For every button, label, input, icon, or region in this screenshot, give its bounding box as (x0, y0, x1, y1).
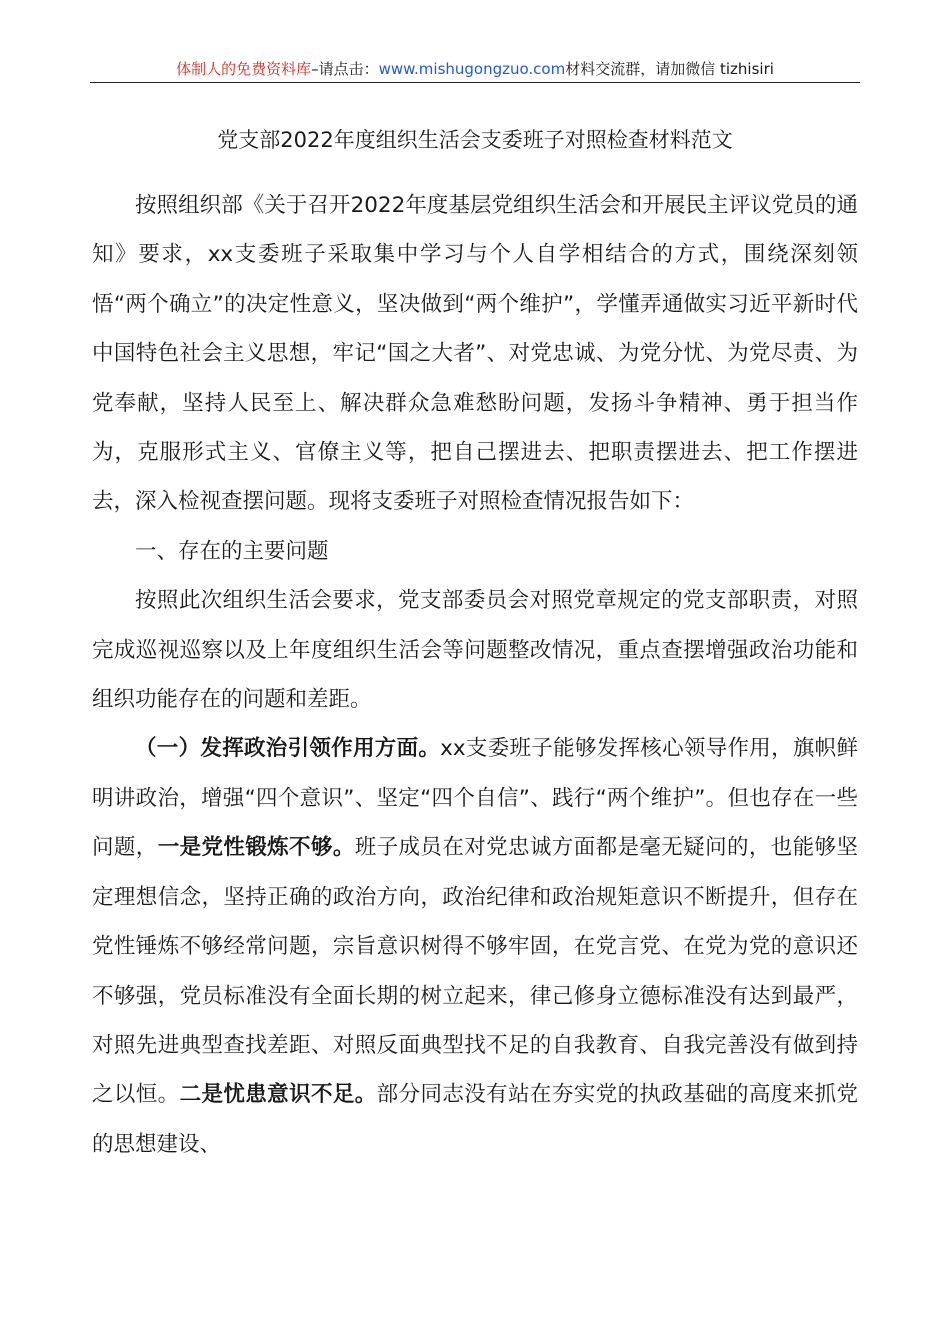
point-text-1: 班子成员在对党忠诚方面都是毫无疑问的，也能够坚定理想信念，坚持正确的政治方向，政治纪律和政治规矩意识不断提升，但存在党性锤炼不够经常问题，宗旨意识树得不够牢固，在党言党、在党为党的意识还不够强，党员标准没有全面长期的树立起来，律己修身立德标准没有达到最严，对照先进典型查找差距、对照反面典型找不足的自我教育、自我完善没有做到持之以恒。 (92, 835, 858, 1108)
point-heading-1: 一是党性锻炼不够。 (157, 835, 355, 861)
paragraph-intro: 按照组织部《关于召开2022年度基层党组织生活会和开展民主评议党员的通知》要求，xx支委班子采取集中学习与个人自学相结合的方式，围绕深刻领悟“两个确立”的决定性意义，坚决做到“两个维护”，学懂弄通做实习近平新时代中国特色社会主义思想，牢记“国之大者”、对党忠诚、为党分忧、为党尽责、为党奉献，坚持人民至上、解决群众急难愁盼问题，发扬斗争精神、勇于担当作为，克服形式主义、官僚主义等，把自己摆进去、把职责摆进去、把工作摆进去，深入检视查摆问题。现将支委班子对照检查情况报告如下： (92, 193, 858, 515)
section-heading-main-problems: 一、存在的主要问题 (135, 538, 329, 564)
header-divider (90, 82, 860, 83)
point-heading-2: 二是忧患意识不足。 (179, 1082, 377, 1108)
subsection-heading-political: （一）发挥政治引领作用方面。 (135, 736, 441, 762)
paragraph-requirements: 按照此次组织生活会要求，党支部委员会对照党章规定的党支部职责，对照完成巡视巡察以及上年度组织生活会等问题整改情况，重点查摆增强政治功能和组织功能存在的问题和差距。 (92, 588, 858, 713)
document-title: 党支部2022年度组织生活会支委班子对照检查材料范文 (217, 128, 733, 152)
paragraph-political-leadership (92, 724, 858, 1169)
page-header (90, 58, 860, 80)
document-body (92, 181, 858, 1169)
header-link[interactable]: www.mishugongzuo.com (378, 60, 566, 78)
header-prompt: –请点击： (311, 60, 379, 78)
header-suffix: 材料交流群，请加微信 tizhisiri (565, 60, 774, 78)
header-site-name: 体制人的免费资料库 (176, 60, 312, 78)
subsection-text-political: xx支委班子能够发挥核心领导作用，旗帜鲜明讲政治，增强“四个意识”、坚定“四个自信”、践行“两个维护”。但也存在一些问题， (92, 736, 858, 861)
point-text-2: 部分同志没有站在夯实党的执政基础的高度来抓党的思想建设、 (92, 1082, 858, 1157)
